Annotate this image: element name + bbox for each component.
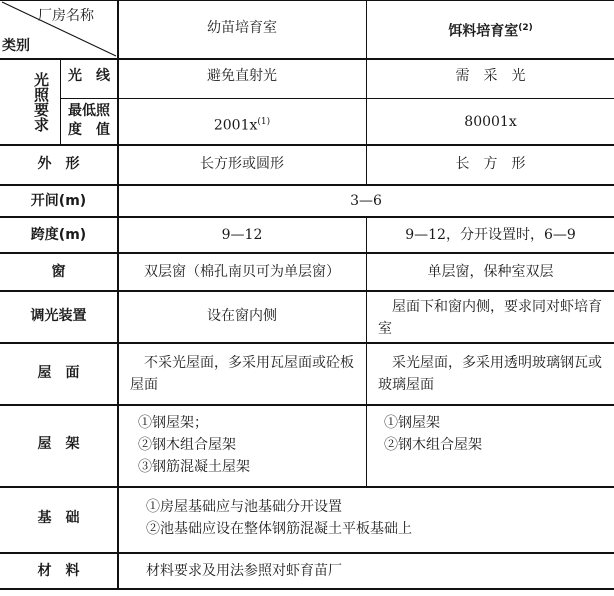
foundation-label: 基 础 — [37, 510, 80, 526]
truss-col2-item: ②钢木组合屋架 — [384, 437, 482, 453]
corner-label-top: 厂房名称 — [38, 8, 94, 24]
light-row2-label: 最低照度 值 — [68, 103, 110, 138]
header-col2-note: (2) — [518, 23, 533, 33]
light-row2-col1 — [118, 112, 366, 136]
col-divider — [366, 404, 367, 486]
row-divider — [0, 144, 614, 146]
bay-label: 开间(m) — [30, 193, 87, 209]
corner-label-bottom: 类别 — [2, 38, 30, 54]
row-divider — [0, 342, 614, 344]
dimmer-col1: 设在窗内侧 — [207, 308, 277, 324]
row-divider — [0, 252, 614, 254]
row-divider — [60, 98, 614, 99]
truss-col1-item: ③钢筋混凝土屋架 — [138, 459, 250, 475]
header-col2-text: 饵料培育室 — [448, 23, 519, 40]
col-divider — [117, 0, 119, 588]
window-label: 窗 — [51, 264, 66, 280]
row-divider — [0, 58, 614, 60]
truss-col2 — [384, 412, 610, 456]
window-col1: 双层窗（棉孔南贝可为单层窗） — [144, 264, 340, 280]
roof-label: 屋 面 — [37, 365, 80, 381]
material-value: 材料要求及用法参照对虾育苗厂 — [146, 563, 342, 579]
row-divider — [0, 552, 614, 554]
dimmer-col2: 屋面下和窗内侧，要求同对虾培育室 — [378, 299, 602, 337]
light-row1-col1: 避免直射光 — [207, 68, 277, 84]
light-row1-label: 光 线 — [68, 68, 110, 84]
roof-col1: 不采光屋面，多采用瓦屋面或砼板屋面 — [130, 355, 354, 393]
shape-col2: 长 方 形 — [455, 156, 526, 172]
row-divider — [0, 216, 614, 218]
roof-col2: 采光屋面，多采用透明玻璃钢瓦或玻璃屋面 — [378, 355, 602, 393]
bay-value: 3—6 — [350, 193, 382, 209]
row-divider — [0, 404, 614, 406]
foundation-items — [146, 496, 606, 540]
light-row2-col1-note: (1) — [257, 117, 271, 127]
light-row2-col2: 80001x — [464, 114, 517, 130]
row-divider — [0, 486, 614, 488]
material-label: 材 料 — [37, 563, 80, 579]
light-row1-col2: 需 采 光 — [455, 68, 526, 84]
span-label: 跨度(m) — [30, 227, 87, 243]
truss-col2-item: ①钢屋架 — [384, 415, 440, 431]
header-col2 — [367, 18, 614, 42]
light-group-label: 光照要求 — [32, 72, 50, 132]
shape-col1: 长方形或圆形 — [200, 156, 284, 172]
truss-col1-item: ②钢木组合屋架 — [138, 437, 236, 453]
span-col1: 9—12 — [221, 227, 263, 243]
header-col1: 幼苗培育室 — [207, 20, 277, 36]
foundation-item: ①房屋基础应与池基础分开设置 — [146, 499, 342, 515]
row-divider — [0, 290, 614, 292]
dimmer-label: 调光装置 — [30, 308, 87, 324]
span-col2: 9—12，分开设置时，6—9 — [405, 227, 576, 243]
table-border-bottom — [0, 588, 614, 590]
truss-label: 屋 架 — [37, 436, 80, 452]
truss-col1-item: ①钢屋架； — [138, 415, 208, 431]
shape-label: 外 形 — [37, 156, 80, 172]
light-row2-col1-text: 2001x — [213, 117, 258, 134]
window-col2: 单层窗，保种室双层 — [427, 264, 554, 280]
row-divider — [0, 184, 614, 186]
foundation-item: ②池基础应设在整体钢筋混凝土平板基础上 — [146, 521, 412, 537]
truss-col1 — [138, 412, 364, 478]
